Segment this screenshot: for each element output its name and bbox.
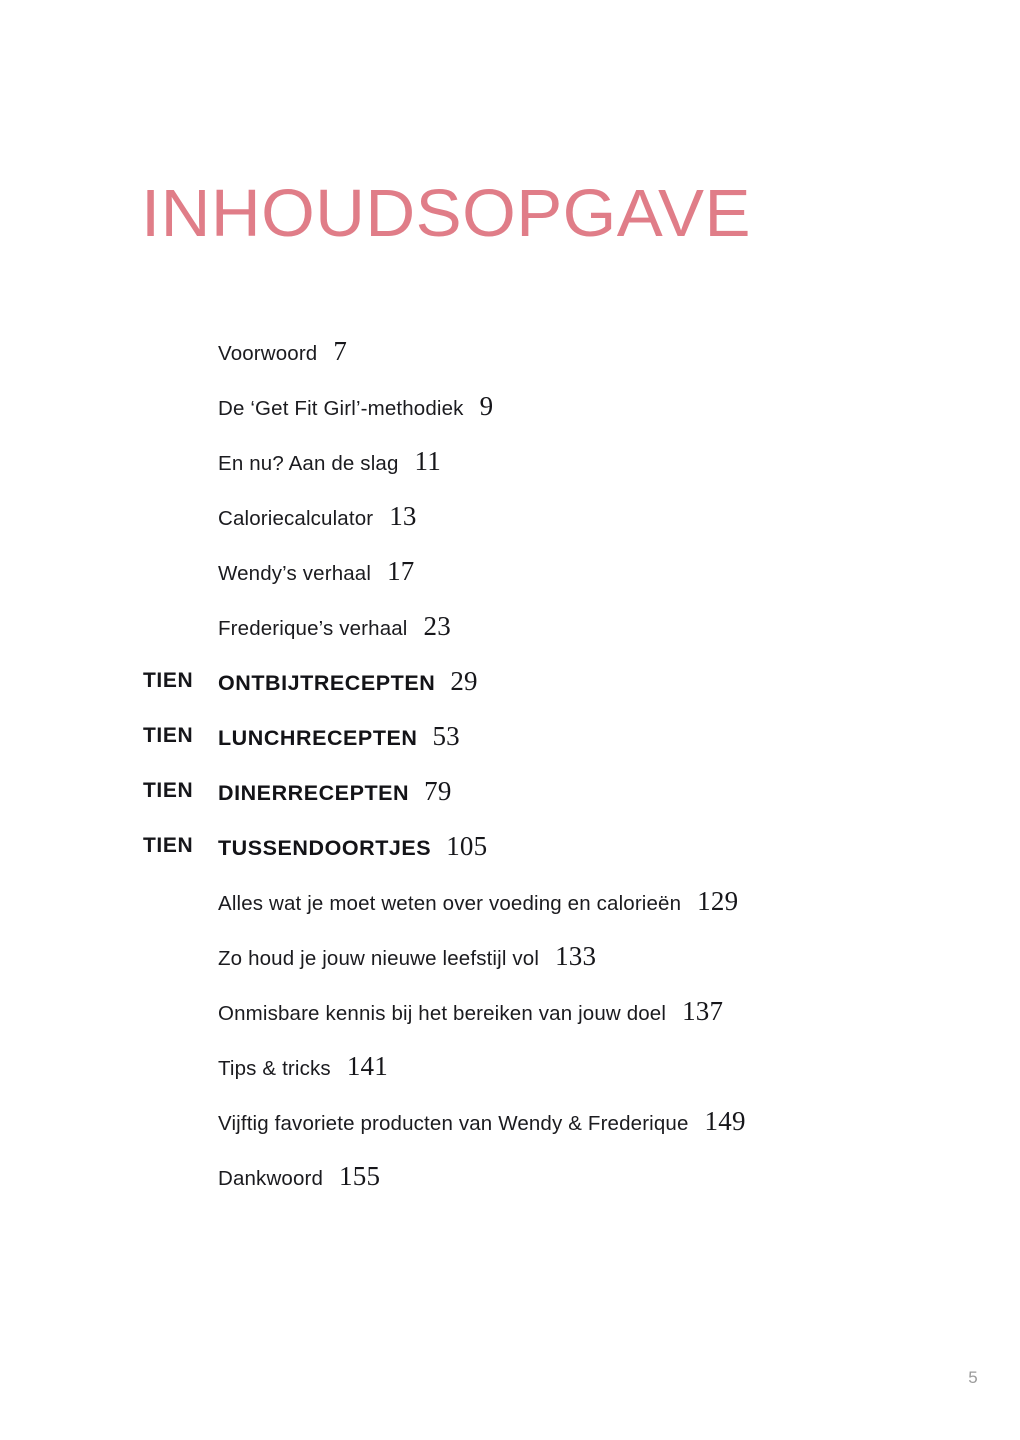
toc-entry-page-number: 79 <box>424 776 452 806</box>
toc-entry-body <box>218 828 487 866</box>
toc-entry-body <box>218 938 596 977</box>
toc-entry-label: Wendy’s verhaal <box>218 562 372 585</box>
toc-entry[interactable] <box>0 388 1020 443</box>
toc-entry[interactable] <box>0 1103 1020 1158</box>
toc-entry-body <box>218 443 441 482</box>
toc-entry-body <box>218 1048 388 1087</box>
toc-entry-page-number: 53 <box>432 721 460 751</box>
toc-entry-page-number: 7 <box>333 336 348 366</box>
toc-entry-label: Zo houd je jouw nieuwe leefstijl vol <box>218 947 540 970</box>
toc-entry-prefix: TIEN <box>143 724 194 747</box>
toc-entry-page-number: 149 <box>704 1106 746 1136</box>
toc-entry-page-number: 17 <box>387 556 415 586</box>
toc-entry-body <box>218 663 478 701</box>
toc-entry-label: LUNCHRECEPTEN <box>218 726 418 750</box>
toc-entry-page-number: 23 <box>423 611 451 641</box>
toc-entry[interactable] <box>0 993 1020 1048</box>
toc-entry-page-number: 9 <box>479 391 494 421</box>
toc-entry-label: De ‘Get Fit Girl’-methodiek <box>218 397 464 420</box>
toc-entry-page-number: 155 <box>339 1161 381 1191</box>
toc-entry[interactable] <box>0 608 1020 663</box>
toc-entry-label: Caloriecalculator <box>218 507 374 530</box>
toc-entry-body <box>218 608 451 647</box>
toc-entry-page-number: 133 <box>555 941 597 971</box>
toc-entry-body <box>218 883 738 922</box>
toc-entry-label: Frederique’s verhaal <box>218 617 408 640</box>
toc-entry-body <box>218 1158 380 1197</box>
toc-entry-page-number: 13 <box>389 501 417 531</box>
toc-entry[interactable] <box>0 443 1020 498</box>
toc-entry-label: TUSSENDOORTJES <box>218 836 432 860</box>
toc-entry[interactable] <box>0 663 1020 718</box>
toc-entry-label: En nu? Aan de slag <box>218 452 399 475</box>
toc-entry-prefix: TIEN <box>143 834 194 857</box>
toc-entry[interactable] <box>0 498 1020 553</box>
toc-entry-body <box>218 388 493 427</box>
page-title: INHOUDSOPGAVE <box>141 175 751 251</box>
toc-entry[interactable] <box>0 883 1020 938</box>
toc-entry-prefix: TIEN <box>143 669 194 692</box>
toc-entry[interactable] <box>0 1158 1020 1213</box>
toc-entry[interactable] <box>0 718 1020 773</box>
toc-entry-body <box>218 553 414 592</box>
toc-entry-body <box>218 498 417 537</box>
toc-entry[interactable] <box>0 828 1020 883</box>
toc-entry-label: ONTBIJTRECEPTEN <box>218 671 436 695</box>
toc-entry-label: Dankwoord <box>218 1167 324 1190</box>
toc-entry-page-number: 11 <box>414 446 441 476</box>
toc-entry-label: DINERRECEPTEN <box>218 781 410 805</box>
toc-entry-list <box>0 333 1020 1213</box>
toc-entry-label: Vijftig favoriete producten van Wendy & Frederique <box>218 1112 689 1135</box>
toc-entry[interactable] <box>0 938 1020 993</box>
toc-entry-page-number: 29 <box>450 666 478 696</box>
toc-entry-label: Onmisbare kennis bij het bereiken van jouw doel <box>218 1002 667 1025</box>
toc-entry-page-number: 129 <box>697 886 739 916</box>
toc-entry-page-number: 137 <box>682 996 724 1026</box>
toc-entry-label: Voorwoord <box>218 342 318 365</box>
toc-entry-page-number: 105 <box>446 831 488 861</box>
toc-entry-prefix: TIEN <box>143 779 194 802</box>
toc-entry-label: Tips & tricks <box>218 1057 331 1080</box>
toc-entry-label: Alles wat je moet weten over voeding en calorieën <box>218 892 682 915</box>
toc-entry[interactable] <box>0 553 1020 608</box>
toc-entry[interactable] <box>0 333 1020 388</box>
toc-entry-body <box>218 993 723 1032</box>
toc-entry[interactable] <box>0 1048 1020 1103</box>
toc-entry[interactable] <box>0 773 1020 828</box>
toc-entry-body <box>218 333 347 372</box>
toc-entry-body <box>218 773 452 811</box>
page-folio-number: 5 <box>968 1368 978 1387</box>
toc-entry-body <box>218 718 460 756</box>
toc-entry-page-number: 141 <box>346 1051 388 1081</box>
toc-entry-body <box>218 1103 746 1142</box>
